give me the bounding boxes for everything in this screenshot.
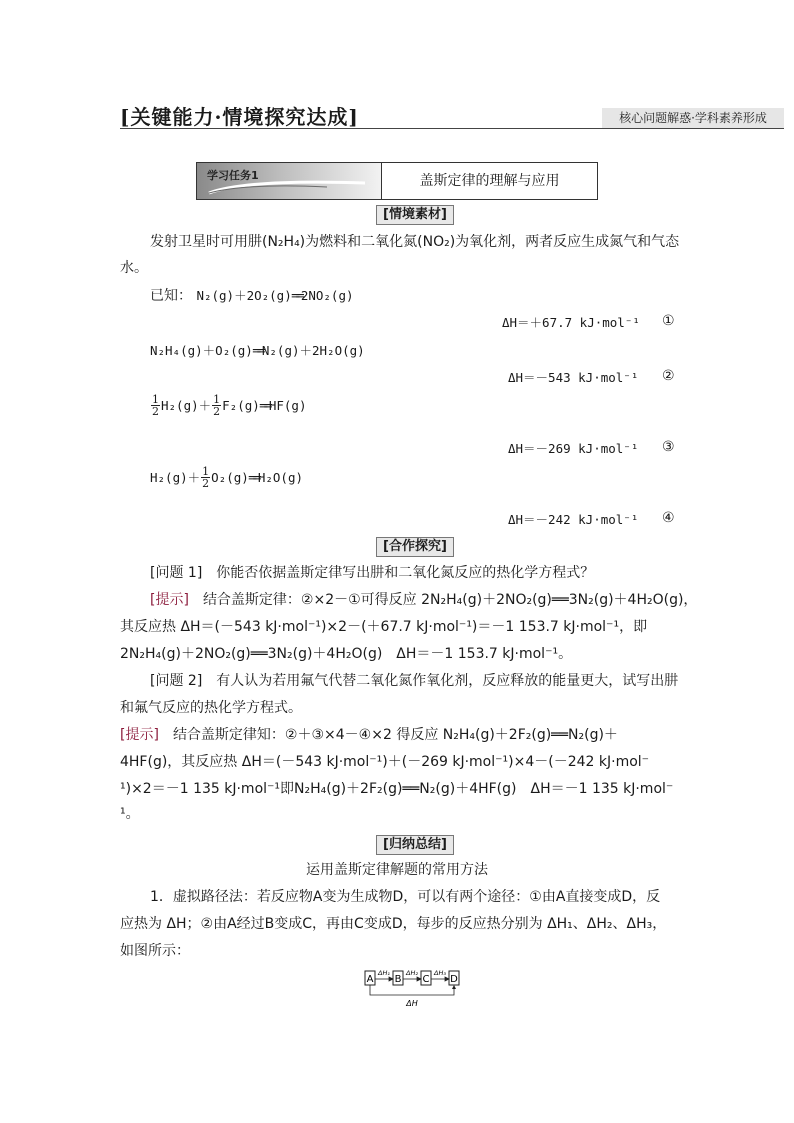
virtual-path-diagram (360, 966, 466, 1012)
summary-line-1: 1．虚拟路径法：若反应物A变为生成物D，可以有两个途径：①由A直接变成D，反 (150, 889, 661, 905)
summary-line-3: 如图所示： (120, 943, 190, 959)
arrowhead-c-d (445, 977, 449, 981)
section-tag-summary: [归纳总结] (376, 835, 454, 855)
equals-sign: ══ (248, 470, 258, 485)
total-dh-label: ΔH (406, 999, 418, 1008)
answer-1-line-3: 2N₂H₄(g)＋2NO₂(g)══3N₂(g)＋4H₂O(g) ΔH＝－1 153.7 kJ·mol⁻¹。 (120, 646, 573, 662)
fraction-half: $\frac{1}{2}$ (213, 393, 221, 418)
question-1-label: [问题 1] (150, 565, 203, 581)
equals-sign: ══ (252, 343, 262, 358)
answer-1-line-2: 其反应热 ΔH＝(－543 kJ·mol⁻¹)×2－(＋67.7 kJ·mol⁻¹)＝－1 153.7 kJ·mol⁻¹，即 (120, 619, 648, 635)
header-divider (120, 128, 784, 129)
summary-line-2: 应热为 ΔH；②由A经过B变成C，再由C变成D，每步的反应热分别为 ΔH₁、ΔH₂、ΔH₃， (120, 916, 667, 932)
intro-line-1: 发射卫星时可用肼(N₂H₄)为燃料和二氧化氮(NO₂)为氧化剂，两者反应生成氮气和气态 (150, 234, 680, 250)
section-header-title: [关键能力·情境探究达成] (120, 105, 359, 129)
equation-2-number: ② (662, 368, 675, 384)
equation-4-number: ④ (662, 510, 675, 526)
direct-path-line (370, 985, 454, 995)
task-title: 盖斯定律的理解与应用 (419, 173, 560, 189)
equation-1-dh: ΔH＝＋67.7 kJ·mol⁻¹ (502, 315, 640, 330)
fraction-half: $\frac{1}{2}$ (202, 465, 210, 490)
question-2 (150, 671, 678, 691)
intro-line-2: 水。 (120, 260, 148, 276)
equation-3 (150, 394, 306, 417)
equation-3-rhs: HF(g) (268, 398, 307, 413)
question-2-text: 有人认为若用氟气代替二氧化氮作氧化剂，反应释放的能量更大，试写出肼 (216, 673, 679, 689)
answer-2-line-3: ¹)×2＝－1 135 kJ·mol⁻¹即N₂H₄(g)＋2F₂(g)══N₂(g)＋4HF(g) ΔH＝－1 135 kJ·mol⁻ (120, 781, 674, 797)
equation-2 (150, 340, 365, 359)
equation-3-lhs-a: H₂(g)＋ (161, 398, 212, 413)
equation-4-lhs-b: O₂(g) (211, 470, 249, 485)
node-a: A (366, 974, 374, 985)
equation-2-rhs: N₂(g)＋2H₂O(g) (261, 343, 365, 358)
equation-1-rhs: 2NO₂(g) (300, 288, 354, 303)
equation-2-lhs: N₂H₄(g)＋O₂(g) (150, 343, 253, 358)
question-2-label: [问题 2] (150, 673, 203, 689)
task-label: 学习任务1 (207, 169, 259, 182)
hint-label: [提示] (120, 727, 159, 743)
node-d: D (450, 974, 458, 985)
equation-4-lhs-a: H₂(g)＋ (150, 470, 201, 485)
answer-1-line-1: [提示] 结合盖斯定律：②×2－①可得反应 2N₂H₄(g)＋2NO₂(g)══3N₂(g)＋4H₂O(g)， (150, 592, 698, 608)
answer-2-line-4: ¹。 (120, 806, 140, 822)
node-b: B (394, 974, 402, 985)
equation-4 (150, 466, 303, 489)
arrowhead-b-c (417, 977, 421, 981)
equation-1-number: ① (662, 313, 675, 329)
task-swoosh-decoration (207, 179, 367, 195)
summary-title: 运用盖斯定律解题的常用方法 (306, 862, 488, 878)
equation-1 (150, 286, 354, 306)
question-2-line-2: 和氟气反应的热化学方程式。 (120, 700, 302, 716)
arrowhead-a-b (389, 977, 393, 981)
equals-sign: ══ (291, 288, 301, 303)
step-label-2: ΔH₂ (406, 969, 418, 977)
equation-2-dh: ΔH＝－543 kJ·mol⁻¹ (508, 370, 639, 385)
task-box (196, 162, 598, 200)
task-label-panel (197, 163, 382, 199)
equation-1-lhs: N₂(g)＋2O₂(g) (196, 288, 292, 303)
equation-3-dh: ΔH＝－269 kJ·mol⁻¹ (508, 441, 639, 456)
equals-sign: ══ (259, 398, 269, 413)
node-c: C (422, 974, 430, 985)
direct-path-arrowhead (452, 985, 456, 989)
question-1 (150, 563, 594, 583)
step-label-3: ΔH₃ (434, 969, 446, 977)
step-label-1: ΔH₁ (378, 969, 390, 977)
section-tag-explore: [合作探究] (376, 537, 454, 557)
hint-label: [提示] (150, 592, 189, 608)
section-header-tag: 核心问题解惑·学科素养形成 (602, 108, 784, 128)
section-tag-material: [情境素材] (376, 205, 454, 225)
answer-2-line-1: [提示] 结合盖斯定律知：②＋③×4－④×2 得反应 N₂H₄(g)＋2F₂(g)══N₂(g)＋ (120, 727, 618, 743)
question-1-text: 你能否依据盖斯定律写出肼和二氧化氮反应的热化学方程式？ (216, 565, 595, 581)
equation-4-dh: ΔH＝－242 kJ·mol⁻¹ (508, 512, 639, 527)
fraction-half: $\frac{1}{2}$ (152, 393, 159, 418)
known-label: 已知： (150, 288, 192, 304)
equation-3-lhs-b: F₂(g) (222, 398, 260, 413)
equation-3-number: ③ (662, 439, 675, 455)
diagram-step-arrows (375, 977, 449, 981)
equation-4-rhs: H₂O(g) (257, 470, 303, 485)
answer-2-line-2: 4HF(g)，其反应热 ΔH＝(－543 kJ·mol⁻¹)＋(－269 kJ·mol⁻¹)×4－(－242 kJ·mol⁻ (120, 754, 650, 770)
